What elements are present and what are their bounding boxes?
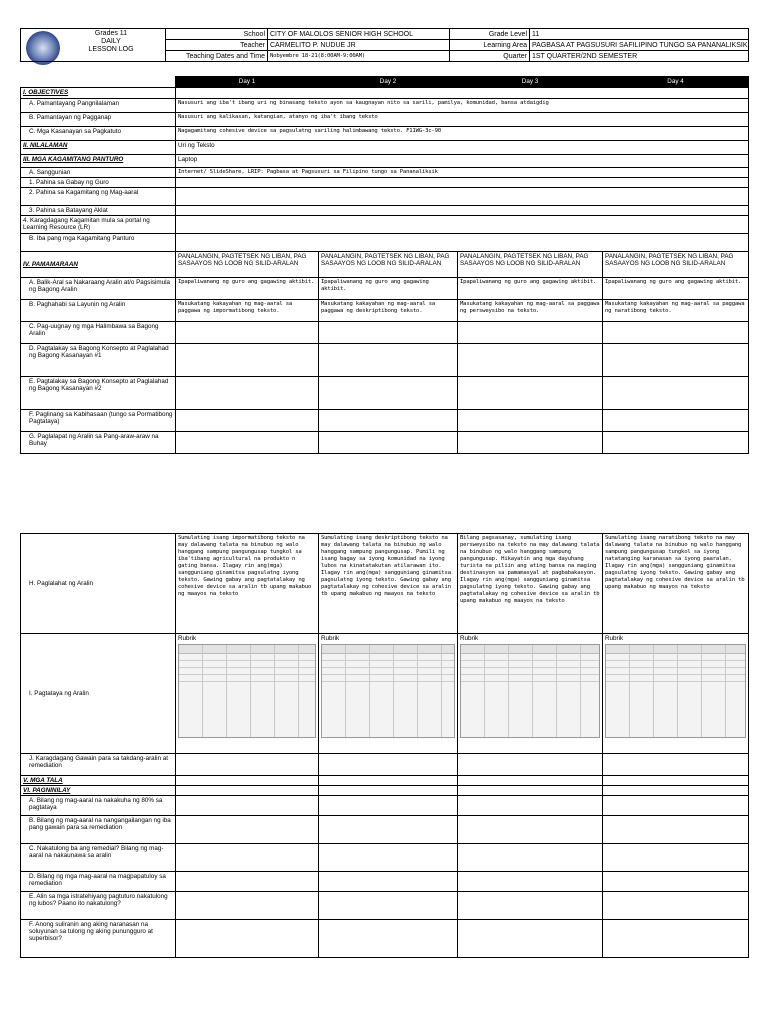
dates-value: Nobyembre 18-21(8:00AM-9:00AM) bbox=[268, 51, 450, 62]
pamamaraan-heading: IV. PAMAMARAAN bbox=[21, 252, 176, 278]
paghahabi-day3: Masukatang kakayahan ng mag-aaral sa paggawa ng persweysibo na teksto. bbox=[458, 300, 603, 322]
paglalahat-label: H. Paglalahat ng Aralin bbox=[21, 534, 176, 634]
nilalaman-value: Uri ng Teksto bbox=[176, 141, 749, 155]
pagtataya-day2 bbox=[319, 634, 458, 754]
learning-area-value: PAGBASA AT PAGSUSURI SAFILIPINO TUNGO SA PANANALIKSIK bbox=[530, 40, 749, 51]
grades-label: Grades 11 DAILY LESSON LOG bbox=[88, 30, 134, 53]
pagninilay-heading: VI. PAGNINILAY bbox=[21, 786, 176, 796]
paghahabi-day4: Masukatang kakayahan ng mag-aaral sa paggawa ng naratibong teksto. bbox=[603, 300, 749, 322]
day-4-header: Day 4 bbox=[603, 77, 749, 88]
paghahabi-day1: Masukatang kakayahan ng mag-aaral sa paggawa ng impormatibong teksto. bbox=[176, 300, 319, 322]
paglinang-label: F. Paglinang sa Kabihasaan (tungo sa Pormatibong Pagtataya) bbox=[21, 410, 176, 432]
kasanayan-value: Nagagamitang cohesive device sa pagsulatng sariling halimbawang teksto. F11WG-3c-90 bbox=[176, 127, 749, 141]
rubrik-label: Rubrik bbox=[178, 635, 197, 642]
rubrik-label: Rubrik bbox=[605, 635, 624, 642]
nilay-c-label: C. Nakatulong ba ang remedial? Bilang ng mag-aaral na nakaunawa sa aralin bbox=[21, 844, 176, 872]
school-label: School bbox=[166, 29, 268, 40]
teacher-label: Teacher bbox=[166, 40, 268, 51]
day-2-header: Day 2 bbox=[319, 77, 458, 88]
day-1-header: Day 1 bbox=[176, 77, 319, 88]
paglalahat-day1: Sumulating isang impormatibong teksto na may dalawang talata na binubuo ng walo hanggang sampung pangungusap tungkol sa iba'tibang agricultural na produkto n gating bansa. Ilagay rin ang(mga) sangguniang ginamitsa pagsulatng iyong teksto. Gawing gabay ang pagtatalakay ng cohesive device sa aralin tb upang makabuo ng maayos na teksto bbox=[176, 534, 319, 634]
pamantayan-pagganap-label: B. Pamantayan ng Pagganap bbox=[21, 113, 176, 127]
iba-pang-kagamitan-label: B. Iba pang mga Kagamitang Panturo bbox=[21, 234, 176, 252]
school-value: CITY OF MALOLOS SENIOR HIGH SCHOOL bbox=[268, 29, 450, 40]
gabay-guro-label: 1. Pahina sa Gabay ng Guro bbox=[21, 178, 176, 188]
batayang-aklat-label: 3. Pahina sa Batayang Aklat bbox=[21, 206, 176, 216]
pamantayan-pagganap-value: Nasusuri ang kalikasan, katangian, atanyo ng iba't ibang teksto bbox=[176, 113, 749, 127]
lesson-table-2 bbox=[20, 533, 749, 958]
karagdagang-gawain-label: J. Karagdagang Gawain para sa takdang-aralin at remediation bbox=[21, 754, 176, 776]
pag-uugnay-label: C. Pag-uugnay ng mga Halimbawa sa Bagong Aralin bbox=[21, 322, 176, 344]
paglalahat-day2: Sumulating isang deskriptibong teksto na may dalawang talata na binubuo ng walo hanggang sampung pangungusap. Pumili ng isang bagay sa iyong komunidad na iyong lubos na kinatatakutan atilarawan ito. Ilagay rin ang(mga) sangguniang ginamitsa pagsulatng iyong teksto. Gawing gabay ang pagtatalakay ng cohesive device sa aralin tb upang makabuo ng maayos na teksto bbox=[319, 534, 458, 634]
rubrik-label: Rubrik bbox=[460, 635, 479, 642]
teacher-value: CARMELITO P. NUDUE JR bbox=[268, 40, 450, 51]
nilay-d-label: D. Bilang ng mga mag-aaral na magpapatuloy sa remediation bbox=[21, 872, 176, 892]
pamantayang-pangnilalaman-label: A. Pamantayang Pangnilalaman bbox=[21, 99, 176, 113]
day-3-header: Day 3 bbox=[458, 77, 603, 88]
dates-label: Teaching Dates and Time bbox=[166, 51, 268, 62]
nilay-e-label: E. Alin sa mga istratehiyang pagtuturo nakatulong ng lubos? Paano ito nakatulong? bbox=[21, 892, 176, 920]
pagtataya-label: I. Pagtataya ng Aralin bbox=[21, 634, 176, 754]
paghahabi-label: B. Paghahabi sa Layunin ng Aralin bbox=[21, 300, 176, 322]
pagtalakay-1-label: D. Pagtalakay sa Bagong Konsepto at Paglalahad ng Bagong Kasanayan #1 bbox=[21, 344, 176, 377]
lr-portal-label: 4. Karagdagang Kagamitan mula sa portal ng Learning Resource (LR) bbox=[21, 216, 176, 234]
pagtalakay-2-label: E. Pagtalakay sa Bagong Konsepto at Paglalahad ng Bagong Kasanayan #2 bbox=[21, 377, 176, 410]
mga-tala-heading: V. MGA TALA bbox=[21, 776, 176, 786]
balik-aral-day1: Ipapaliwanang ng guro ang gagawing aktibit. bbox=[176, 278, 319, 300]
paglalahat-day3: Bilang pagsasanay, sumulating isang persweysibo na teksto na may dalawang talata na binubuo ng walo hanggang sampung pangungusap. Hikayatin ang mga dayuhang turista na piliin ang ating bansa na maging destinasyon sa pamamasyal at pagbabakasyon. Ilagay rin ang(mga) sangguniang ginamitsa pagsulatng iyong teksto. Gawing gabay ang pagtatalakay ng cohesive device sa aralin tb upang makabuo ng maayos na teksto bbox=[458, 534, 603, 634]
paglalahat-day4: Sumulating isang naratibong teksto na may dalawang talata na binubuo ng walo hanggang sampung pangungusap tungkol sa iyong natatanging karanasan sa iyong paaralan. Ilagay rin ang(mga) sangguniang ginamitsa pagsulatng iyong teksto. Gawing gabay ang pagtatalakay ng cohesive device sa aralin tb upang makabuo ng maayos na teksto bbox=[603, 534, 749, 634]
learning-area-label: Learning Area bbox=[450, 40, 530, 51]
nilay-a-label: A. Bilang ng mag-aaral na nakakuha ng 80% sa pagtataya bbox=[21, 796, 176, 816]
quarter-value: 1ST QUARTER/2ND SEMESTER bbox=[530, 51, 749, 62]
objectives-heading: I. OBJECTIVES bbox=[21, 88, 176, 99]
rubric-image bbox=[605, 644, 746, 738]
nilay-f-label: F. Anong suliranin ang aking naranasan na soluyunan sa tulong ng aking punungguro at superbisor? bbox=[21, 920, 176, 958]
rubric-image bbox=[460, 644, 600, 738]
kagamitan-value: Laptop bbox=[176, 155, 749, 168]
nilay-b-label: B. Bilang ng mag-aaral na nangangailangan ng iba pang gawain para sa remediation bbox=[21, 816, 176, 844]
pamamaraan-day1: PANALANGIN, PAGTETSEK NG LIBAN, PAG SASAAYOS NG LOOB NG SILID-ARALAN bbox=[176, 252, 319, 278]
nilalaman-heading: II. NILALAMAN bbox=[21, 141, 176, 155]
balik-aral-day4: Ipapaliwanang ng guro ang gagawing aktibit. bbox=[603, 278, 749, 300]
rubric-image bbox=[321, 644, 455, 738]
balik-aral-label: A. Balik-Aral sa Nakaraang Aralin at/o Pagsisimula ng Bagong Aralin bbox=[21, 278, 176, 300]
sanggunian-value: Internet/ SlideShare, LRIP: Pagbasa at Pagsusuri sa Filipino tungo sa Pananaliksik bbox=[176, 168, 749, 178]
paghahabi-day2: Masukatang kakayahan ng mag-aaral sa paggawa ng deskriptibong teksto. bbox=[319, 300, 458, 322]
kagamitan-heading: III. MGA KAGAMITANG PANTURO bbox=[21, 155, 176, 168]
rubrik-label: Rubrik bbox=[321, 635, 340, 642]
pagtataya-day1 bbox=[176, 634, 319, 754]
pagtataya-day4 bbox=[603, 634, 749, 754]
pamamaraan-day3: PANALANGIN, PAGTETSEK NG LIBAN, PAG SASAAYOS NG LOOB NG SILID-ARALAN bbox=[458, 252, 603, 278]
quarter-label: Quarter bbox=[450, 51, 530, 62]
pamantayang-pangnilalaman-value: Nasusuri ang iba't ibang uri ng binasang teksto ayon sa kaugnayan nito sa sarili, pamilya, komunidad, bansa atdaigdig bbox=[176, 99, 749, 113]
grade-level-label: Grade Level bbox=[450, 29, 530, 40]
sanggunian-label: A. Sanggunian bbox=[21, 168, 176, 178]
grade-level-value: 11 bbox=[530, 29, 749, 40]
lesson-table-1 bbox=[20, 76, 749, 454]
kagamitang-mag-aaral-label: 2. Pahina sa Kagamitang ng Mag-aaral bbox=[21, 188, 176, 206]
rubric-image bbox=[178, 644, 316, 738]
balik-aral-day3: Ipapaliwanang ng guro ang gagawing aktibit. bbox=[458, 278, 603, 300]
pamamaraan-day2: PANALANGIN, PAGTETSEK NG LIBAN, PAG SASAAYOS NG LOOB NG SILID-ARALAN bbox=[319, 252, 458, 278]
pamamaraan-day4: PANALANGIN, PAGTETSEK NG LIBAN, PAG SASAAYOS NG LOOB NG SILID-ARALAN bbox=[603, 252, 749, 278]
paglalapat-label: G. Paglalapat ng Aralin sa Pang-araw-araw na Buhay bbox=[21, 432, 176, 454]
kasanayan-label: C. Mga Kasanayan sa Pagkatuto bbox=[21, 127, 176, 141]
pagtataya-day3 bbox=[458, 634, 603, 754]
balik-aral-day2: Ipapaliwanang ng guro ang gagawing aktibit. bbox=[319, 278, 458, 300]
header-table bbox=[20, 28, 749, 62]
